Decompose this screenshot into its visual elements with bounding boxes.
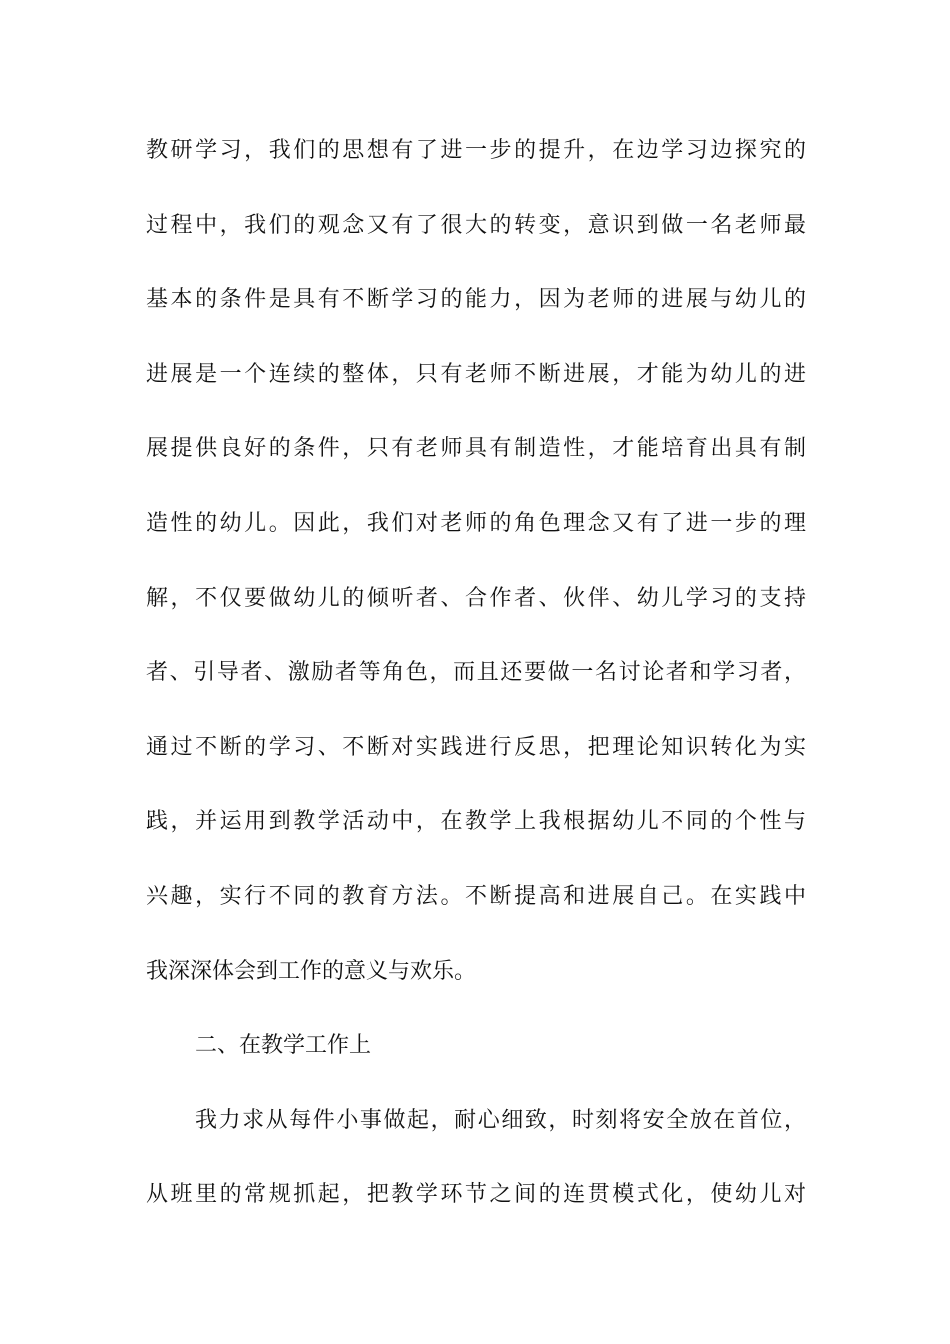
text-line: 过程中，我们的观念又有了很大的转变，意识到做一名老师最 [146, 212, 806, 238]
text-line: 造性的幼儿。因此，我们对老师的角色理念又有了进一步的理 [146, 510, 806, 536]
section-heading: 二、在教学工作上 [195, 1033, 372, 1059]
text-line: 解，不仅要做幼儿的倾听者、合作者、伙伴、幼儿学习的支持 [146, 585, 806, 611]
text-line: 我深深体会到工作的意义与欢乐。 [146, 958, 477, 984]
text-line: 展提供良好的条件，只有老师具有制造性，才能培育出具有制 [146, 436, 806, 462]
text-line: 我力求从每件小事做起，耐心细致，时刻将安全放在首位， [195, 1107, 806, 1133]
text-line: 兴趣，实行不同的教育方法。不断提高和进展自己。在实践中 [146, 883, 806, 909]
text-line: 基本的条件是具有不断学习的能力，因为老师的进展与幼儿的 [146, 287, 806, 313]
text-line: 践，并运用到教学活动中，在教学上我根据幼儿不同的个性与 [146, 809, 806, 835]
text-line: 进展是一个连续的整体，只有老师不断进展，才能为幼儿的进 [146, 361, 806, 387]
text-line: 通过不断的学习、不断对实践进行反思，把理论知识转化为实 [146, 734, 806, 760]
document-body [146, 131, 806, 1250]
text-line: 教研学习，我们的思想有了进一步的提升，在边学习边探究的 [146, 138, 806, 163]
text-line: 从班里的常规抓起，把教学环节之间的连贯模式化，使幼儿对 [146, 1182, 806, 1208]
text-line: 者、引导者、激励者等角色，而且还要做一名讨论者和学习者， [146, 660, 806, 686]
